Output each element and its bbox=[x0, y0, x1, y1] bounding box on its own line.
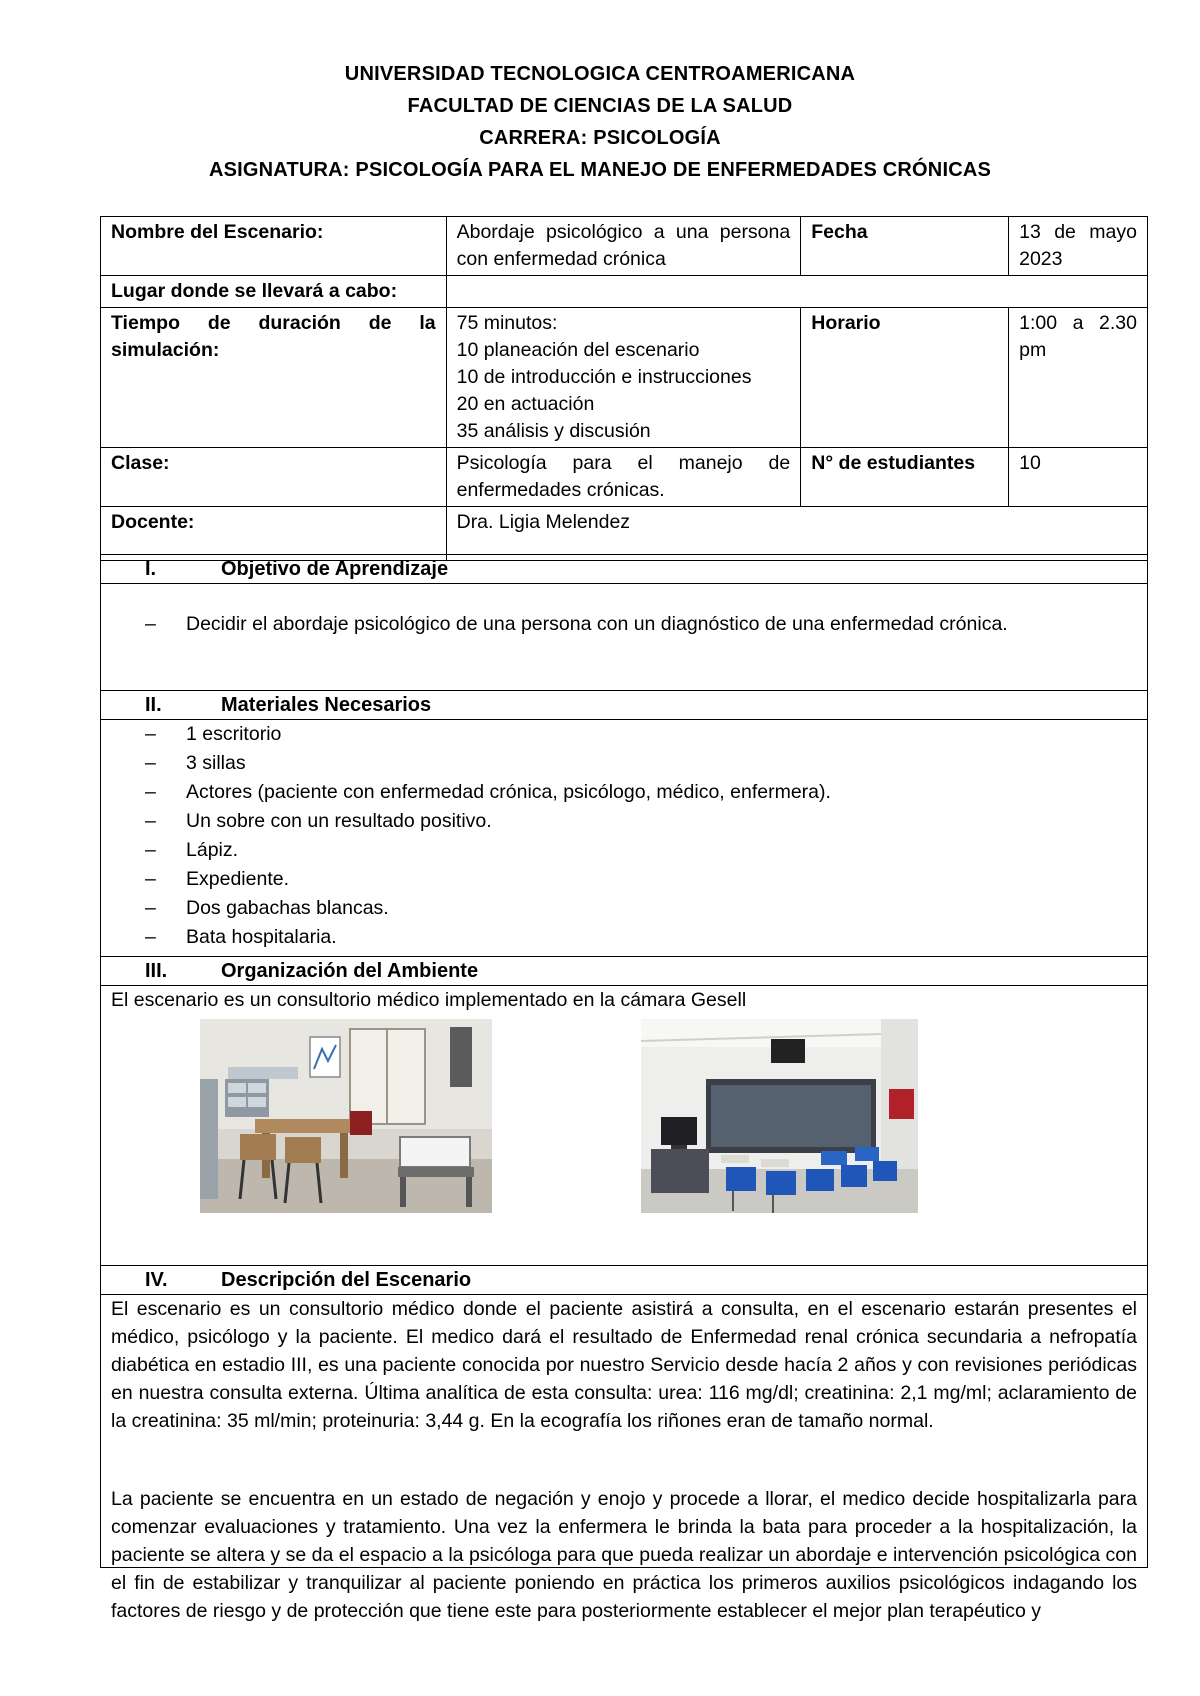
list-item: – Bata hospitalaria. bbox=[101, 923, 1147, 952]
list-item-text: Lápiz. bbox=[186, 839, 239, 861]
section-title: Materiales Necesarios bbox=[221, 694, 432, 716]
camara-gesell-photo bbox=[641, 1019, 918, 1213]
section-ambiente bbox=[100, 956, 1148, 1266]
section-title: Objetivo de Aprendizaje bbox=[221, 558, 449, 580]
docente-label: Docente: bbox=[101, 507, 447, 561]
tiempo-line: 20 en actuación bbox=[456, 393, 595, 415]
list-item-text: Actores (paciente con enfermedad crónica, psicólogo, médico, enfermera). bbox=[186, 781, 831, 803]
header-career: CARRERA: PSICOLOGÍA bbox=[479, 127, 721, 149]
section-number: I. bbox=[145, 558, 157, 580]
horario-value: 1:00 a 2.30 pm bbox=[1009, 308, 1148, 448]
docente-value: Dra. Ligia Melendez bbox=[446, 507, 1147, 561]
list-item: – Actores (paciente con enfermedad crónica, psicólogo, médico, enfermera). bbox=[101, 778, 1147, 807]
consultorio-photo-image bbox=[200, 1019, 492, 1213]
list-item-text: Un sobre con un resultado positivo. bbox=[186, 810, 492, 832]
list-item: – Dos gabachas blancas. bbox=[101, 894, 1147, 923]
list-item bbox=[101, 610, 1147, 639]
section-number: IV. bbox=[145, 1269, 168, 1291]
row-tiempo bbox=[101, 308, 1148, 448]
fecha-label: Fecha bbox=[801, 217, 1009, 276]
section-heading bbox=[101, 554, 1147, 584]
ambiente-text: El escenario es un consultorio médico implementado en la cámara Gesell bbox=[111, 989, 747, 1011]
bullet-dash: – bbox=[145, 613, 156, 635]
consultorio-photo bbox=[200, 1019, 492, 1213]
row-escenario bbox=[101, 217, 1148, 276]
section-heading bbox=[101, 956, 1147, 986]
list-item-text: 3 sillas bbox=[186, 752, 246, 774]
list-item: – Un sobre con un resultado positivo. bbox=[101, 807, 1147, 836]
header-subject: ASIGNATURA: PSICOLOGÍA PARA EL MANEJO DE ENFERMEDADES CRÓNICAS bbox=[208, 159, 992, 181]
estudiantes-label: N° de estudiantes bbox=[801, 448, 1009, 507]
list-item: – Lápiz. bbox=[101, 836, 1147, 865]
list-item: – 3 sillas bbox=[101, 749, 1147, 778]
list-item-text: Bata hospitalaria. bbox=[186, 926, 337, 948]
scenario-info-table bbox=[100, 216, 1148, 561]
tiempo-label: Tiempo de duración de la simulación: bbox=[101, 308, 447, 448]
document-header bbox=[0, 58, 1200, 186]
row-docente bbox=[101, 507, 1148, 561]
lugar-value bbox=[446, 276, 1147, 308]
list-item-text: Expediente. bbox=[186, 868, 289, 890]
list-item-text: 1 escritorio bbox=[186, 723, 282, 745]
row-clase bbox=[101, 448, 1148, 507]
lugar-label: Lugar donde se llevará a cabo: bbox=[101, 276, 447, 308]
section-materiales bbox=[100, 690, 1148, 957]
estudiantes-value: 10 bbox=[1009, 448, 1148, 507]
section-number: III. bbox=[145, 960, 168, 982]
section-number: II. bbox=[145, 694, 162, 716]
tiempo-line: 10 de introducción e instrucciones bbox=[456, 366, 752, 388]
tiempo-line: 35 análisis y discusión bbox=[456, 420, 651, 442]
tiempo-line: 75 minutos: bbox=[456, 312, 558, 334]
camara-gesell-photo-image bbox=[641, 1019, 918, 1213]
descripcion-paragraph-1: El escenario es un consultorio médico donde el paciente asistirá a consulta, en el escenario estarán presentes el médico, psicólogo y la paciente. El medico dará el resultado de Enfermedad renal crónica secundaria a nefropatía diabética en estadio III, es una paciente conocida por nuestro Servicio desde hacía 2 años y con revisiones periódicas en nuestra consulta externa. Última analítica de esta consulta: urea: 116 mg/dl; creatinina: 2,1 mg/ml; aclaramiento de la creatinina: 35 ml/min; proteinuria: 3,44 g. En la ecografía los riñones eran de tamaño normal. bbox=[111, 1298, 1137, 1432]
horario-label: Horario bbox=[801, 308, 1009, 448]
list-item-text: Dos gabachas blancas. bbox=[186, 897, 389, 919]
tiempo-line: 10 planeación del escenario bbox=[456, 339, 700, 361]
list-item: – 1 escritorio bbox=[101, 720, 1147, 749]
section-heading bbox=[101, 1265, 1147, 1295]
header-university: UNIVERSIDAD TECNOLOGICA CENTROAMERICANA bbox=[344, 63, 856, 85]
fecha-value: 13 de mayo 2023 bbox=[1009, 217, 1148, 276]
section-title: Organización del Ambiente bbox=[221, 960, 479, 982]
header-faculty: FACULTAD DE CIENCIAS DE LA SALUD bbox=[407, 95, 793, 117]
tiempo-value bbox=[446, 308, 801, 448]
list-item-text: Decidir el abordaje psicológico de una persona con un diagnóstico de una enfermedad crónica. bbox=[186, 613, 1008, 635]
section-title: Descripción del Escenario bbox=[221, 1269, 472, 1291]
section-heading bbox=[101, 690, 1147, 720]
list-item: – Expediente. bbox=[101, 865, 1147, 894]
clase-label: Clase: bbox=[101, 448, 447, 507]
section-objetivo bbox=[100, 554, 1148, 691]
escenario-label: Nombre del Escenario: bbox=[101, 217, 447, 276]
clase-value: Psicología para el manejo de enfermedades crónicas. bbox=[446, 448, 801, 507]
descripcion-paragraph-2: La paciente se encuentra en un estado de negación y enojo y procede a llorar, el medico decide hospitalizarla para comenzar evaluaciones y tratamiento. Una vez la enfermera le brinda la bata para proceder a la hospitalización, la paciente se altera y se da el espacio a la psicóloga para que pueda realizar un abordaje e intervención psicológica con el fin de estabilizar y tranquilizar al paciente poniendo en práctica los primeros auxilios psicológicos indagando los factores de riesgo y de protección que tiene este para posteriormente establecer el mejor plan terapéutico y bbox=[111, 1488, 1137, 1622]
escenario-value: Abordaje psicológico a una persona con enfermedad crónica bbox=[446, 217, 801, 276]
section-descripcion bbox=[100, 1265, 1148, 1622]
row-lugar bbox=[101, 276, 1148, 308]
